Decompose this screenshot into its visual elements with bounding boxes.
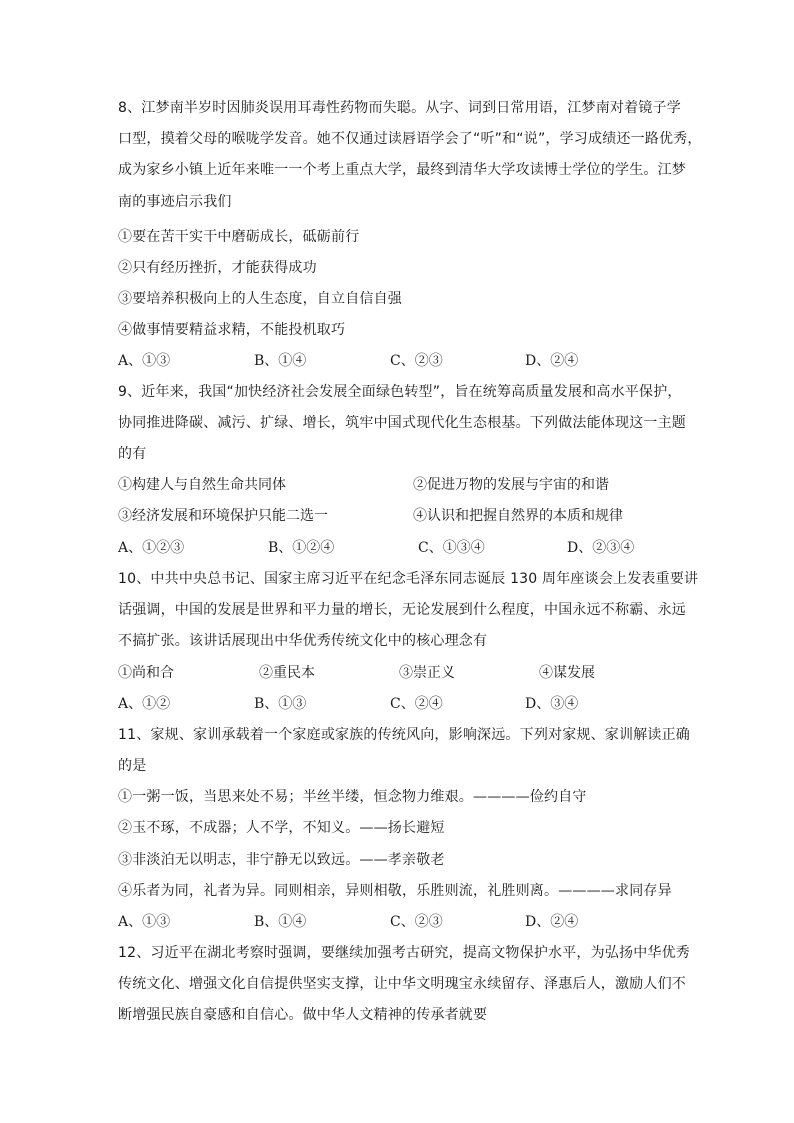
q8-item-3: ③要培养积极向上的人生态度，自立自信自强 — [118, 291, 402, 307]
q8-choice-c: C、②③ — [390, 353, 443, 369]
q8-stem-line-4: 南的事迹启示我们 — [118, 194, 232, 210]
q10-stem-line-2: 话强调，中国的发展是世界和平力量的增长，无论发展到什么程度，中国永远不称霸、永远 — [118, 602, 686, 618]
q9-item-3: ③经济发展和环境保护只能二选一 — [118, 508, 328, 524]
q10-item-4: ④谋发展 — [539, 665, 595, 681]
q8-item-2: ②只有经历挫折，才能获得成功 — [118, 260, 317, 276]
q11-item-4: ④乐者为同，礼者为异。同则相亲，异则相敬，乐胜则流，礼胜则离。————求同存异 — [118, 883, 672, 899]
q10-choice-a: A、①② — [118, 696, 171, 712]
q11-choice-a: A、①③ — [118, 914, 171, 930]
q8-choice-a: A、①③ — [118, 353, 171, 369]
q11-stem-line-2: 的是 — [118, 758, 147, 774]
q8-stem-line-2: 口型，摸着父母的喉咙学发音。她不仅通过读唇语学会了“听”和“说”，学习成绩还一路优秀， — [118, 131, 702, 147]
q10-stem-line-3: 不搞扩张。该讲话展现出中华优秀传统文化中的核心理念有 — [118, 633, 488, 649]
q12-stem-line-2: 传统文化、增强文化自信提供坚实支撑，让中华文明瑰宝永续留存、泽惠后人，激励人们不 — [118, 976, 686, 992]
q8-stem-line-1: 8、江梦南半岁时因肺炎误用耳毒性药物而失聪。从字、词到日常用语，江梦南对着镜子学 — [118, 100, 681, 116]
q11-item-1: ①一粥一饭，当思来处不易；半丝半缕，恒念物力维艰。————俭约自守 — [118, 789, 587, 805]
q10-item-3: ③崇正义 — [399, 665, 455, 681]
q8-item-4: ④做事情要精益求精，不能投机取巧 — [118, 322, 346, 338]
q9-item-4: ④认识和把握自然界的本质和规律 — [413, 508, 623, 524]
q11-choice-c: C、②③ — [390, 914, 443, 930]
q9-choice-d: D、②③④ — [567, 540, 635, 556]
q8-choice-b: B、①④ — [254, 353, 307, 369]
q9-item-1: ①构建人与自然生命共同体 — [118, 477, 286, 493]
q8-item-1: ①要在苦干实干中磨砺成长，砥砺前行 — [118, 229, 360, 245]
q9-choice-b: B、①②④ — [268, 540, 335, 556]
q10-choice-b: B、①③ — [254, 696, 307, 712]
q10-stem-line-1: 10、中共中央总书记、国家主席习近平在纪念毛泽东同志诞辰 130 周年座谈会上发表重要讲 — [118, 571, 699, 587]
q11-choice-b: B、①④ — [254, 914, 307, 930]
q9-choice-c: C、①③④ — [418, 540, 485, 556]
q10-choice-c: C、②④ — [390, 696, 443, 712]
q8-stem-line-3: 成为家乡小镇上近年来唯一一个考上重点大学，最终到清华大学攻读博士学位的学生。江梦 — [118, 162, 686, 178]
q9-stem-line-3: 的有 — [118, 446, 147, 462]
q9-item-2: ②促进万物的发展与宇宙的和谐 — [413, 477, 609, 493]
q9-choice-a: A、①②③ — [118, 540, 185, 556]
q11-stem-line-1: 11、家规、家训承载着一个家庭或家族的传统风向，影响深远。下列对家规、家训解读正确 — [118, 727, 691, 743]
q10-item-1: ①尚和合 — [118, 665, 174, 681]
q8-choice-d: D、②④ — [525, 353, 579, 369]
q11-item-3: ③非淡泊无以明志，非宁静无以致远。——孝亲敬老 — [118, 852, 445, 868]
q10-choice-d: D、③④ — [525, 696, 579, 712]
q12-stem-line-3: 断增强民族自豪感和自信心。做中华人文精神的传承者就要 — [118, 1007, 488, 1023]
q11-choice-d: D、②④ — [525, 914, 579, 930]
q12-stem-line-1: 12、习近平在湖北考察时强调，要继续加强考古研究，提高文物保护水平，为弘扬中华优秀 — [118, 945, 691, 961]
q10-item-2: ②重民本 — [259, 665, 315, 681]
q9-stem-line-2: 协同推进降碳、减污、扩绿、增长，筑牢中国式现代化生态根基。下列做法能体现这一主题 — [118, 415, 686, 431]
q11-item-2: ②玉不琢，不成器；人不学，不知义。——扬长避短 — [118, 820, 445, 836]
q9-stem-line-1: 9、近年来，我国“加快经济社会发展全面绿色转型”，旨在统筹高质量发展和高水平保护， — [118, 384, 682, 400]
